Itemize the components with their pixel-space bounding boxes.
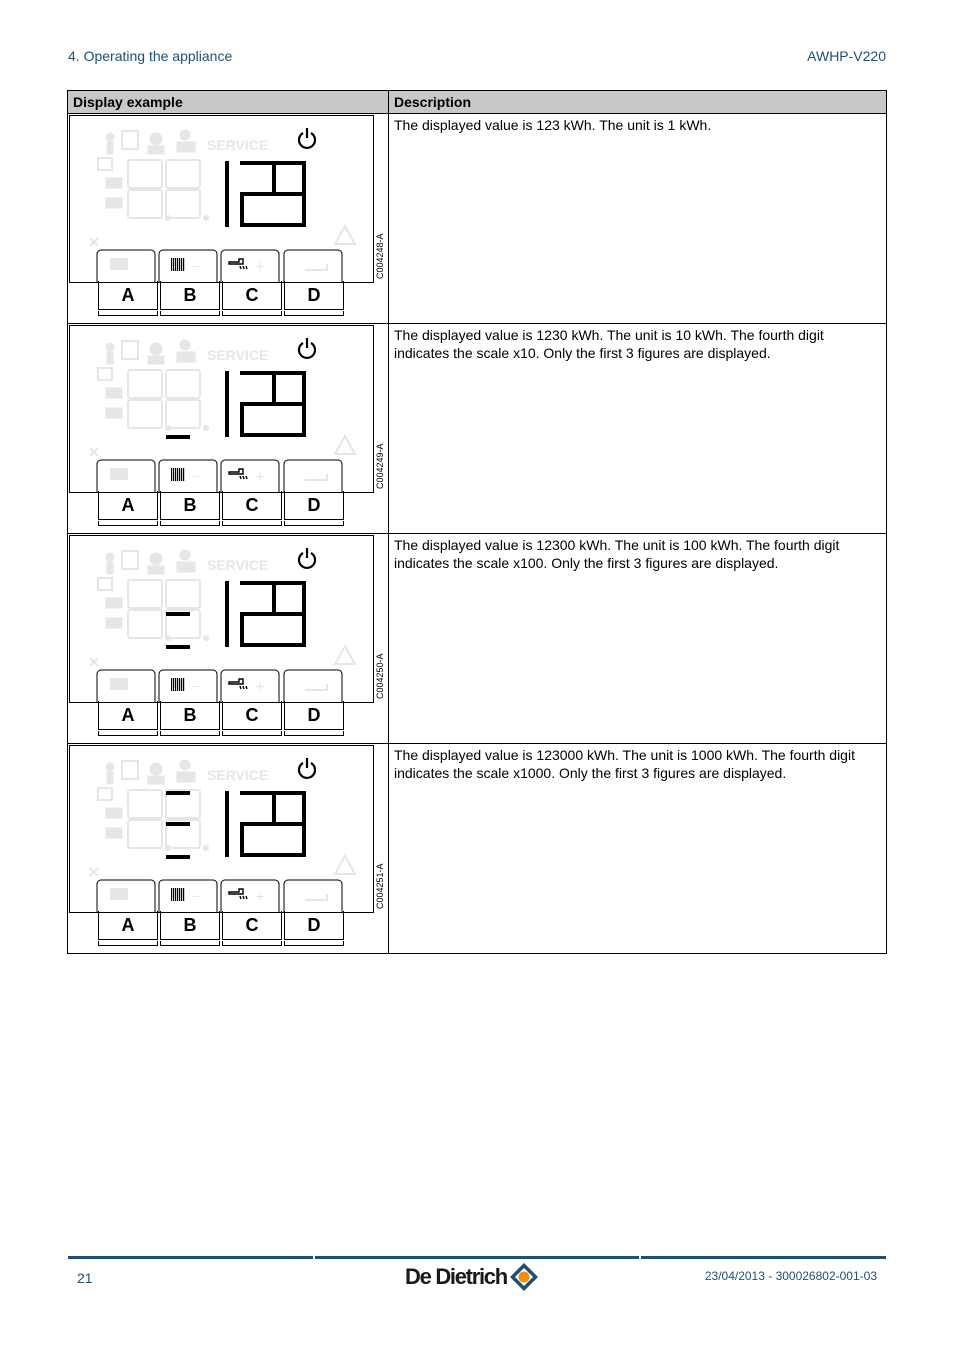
key-label-d xyxy=(284,701,344,737)
page-number: 21 xyxy=(77,1270,93,1286)
column-header-description: Description xyxy=(389,91,887,114)
svg-text:–: – xyxy=(193,677,201,693)
key-underline xyxy=(98,941,158,946)
key-label-c xyxy=(222,491,282,527)
digit-display xyxy=(225,581,306,647)
service-label: SERVICE xyxy=(207,767,269,783)
key-label-b xyxy=(160,911,220,947)
display-example-cell xyxy=(68,534,389,744)
key-underline xyxy=(222,731,282,736)
key-letter: D xyxy=(284,701,344,730)
table-row xyxy=(68,744,887,954)
figure-code: C004250-A xyxy=(375,653,385,699)
key-letter: D xyxy=(284,281,344,310)
service-label: SERVICE xyxy=(207,137,269,153)
digit-display xyxy=(225,791,306,857)
key-label-c xyxy=(222,701,282,737)
control-panel-illustration xyxy=(69,115,374,283)
key-label-a xyxy=(98,281,158,317)
enter-icon xyxy=(305,894,327,900)
key-underline xyxy=(160,311,220,316)
description-cell: The displayed value is 123000 kWh. The unit is 1000 kWh. The fourth digit indicates the scale x1000. Only the first 3 figures are displayed. xyxy=(389,744,887,954)
service-label: SERVICE xyxy=(207,347,269,363)
svg-text:+: + xyxy=(255,469,265,486)
digit-display xyxy=(225,371,306,437)
display-example-cell xyxy=(68,744,389,954)
scale-bar xyxy=(166,791,190,795)
logo-diamond-icon xyxy=(509,1262,539,1292)
svg-text:–: – xyxy=(193,257,201,273)
key-labels xyxy=(98,911,348,947)
key-letter: D xyxy=(284,911,344,940)
service-label: SERVICE xyxy=(207,557,269,573)
key-label-a xyxy=(98,491,158,527)
power-icon xyxy=(299,548,315,568)
footer-rule xyxy=(68,1256,313,1259)
key-labels xyxy=(98,281,348,317)
svg-text:–: – xyxy=(193,467,201,483)
table-row xyxy=(68,324,887,534)
key-underline xyxy=(284,521,344,526)
scale-bar xyxy=(166,612,190,616)
control-panel-illustration xyxy=(69,535,374,703)
scale-bar xyxy=(166,645,190,649)
key-underline xyxy=(160,731,220,736)
key-labels xyxy=(98,491,348,527)
column-header-display: Display example xyxy=(68,91,389,114)
control-panel-illustration xyxy=(69,325,374,493)
svg-text:+: + xyxy=(255,679,265,696)
key-underline xyxy=(284,731,344,736)
tap-icon xyxy=(229,889,247,899)
key-underline xyxy=(284,311,344,316)
key-underline xyxy=(98,731,158,736)
key-underline xyxy=(222,941,282,946)
key-underline xyxy=(222,521,282,526)
display-example-cell xyxy=(68,324,389,534)
key-underline xyxy=(222,311,282,316)
key-label-b xyxy=(160,281,220,317)
figure-code: C004251-A xyxy=(375,863,385,909)
key-letter: D xyxy=(284,491,344,520)
key-letter: C xyxy=(222,701,282,730)
key-labels xyxy=(98,701,348,737)
description-cell: The displayed value is 12300 kWh. The unit is 100 kWh. The fourth digit indicates the scale x100. Only the first 3 figures are displayed. xyxy=(389,534,887,744)
model-name: AWHP-V220 xyxy=(807,48,886,64)
tap-icon xyxy=(229,259,247,269)
key-letter: C xyxy=(222,281,282,310)
key-label-c xyxy=(222,281,282,317)
table-row xyxy=(68,534,887,744)
key-underline xyxy=(160,521,220,526)
key-letter: C xyxy=(222,491,282,520)
key-letter: B xyxy=(160,911,220,940)
power-icon xyxy=(299,128,315,148)
scale-bar xyxy=(166,435,190,439)
tap-icon xyxy=(229,679,247,689)
scale-bar xyxy=(166,822,190,826)
power-icon xyxy=(299,758,315,778)
key-label-b xyxy=(160,491,220,527)
key-label-b xyxy=(160,701,220,737)
key-letter: A xyxy=(98,701,158,730)
display-example-cell xyxy=(68,114,389,324)
key-underline xyxy=(98,311,158,316)
key-underline xyxy=(160,941,220,946)
svg-text:+: + xyxy=(255,259,265,276)
key-letter: A xyxy=(98,491,158,520)
key-letter: C xyxy=(222,911,282,940)
key-underline xyxy=(284,941,344,946)
footer-rule xyxy=(315,1256,639,1259)
description-cell: The displayed value is 1230 kWh. The unit is 10 kWh. The fourth digit indicates the scale x10. Only the first 3 figures are displayed. xyxy=(389,324,887,534)
key-letter: B xyxy=(160,281,220,310)
key-label-a xyxy=(98,911,158,947)
scale-bar xyxy=(166,855,190,859)
key-underline xyxy=(98,521,158,526)
key-label-c xyxy=(222,911,282,947)
description-cell: The displayed value is 123 kWh. The unit is 1 kWh. xyxy=(389,114,887,324)
key-label-a xyxy=(98,701,158,737)
enter-icon xyxy=(305,474,327,480)
enter-icon xyxy=(305,684,327,690)
svg-text:–: – xyxy=(193,887,201,903)
key-letter: B xyxy=(160,701,220,730)
key-label-d xyxy=(284,281,344,317)
power-icon xyxy=(299,338,315,358)
table-row xyxy=(68,114,887,324)
figure-code: C004249-A xyxy=(375,443,385,489)
radiator-icon xyxy=(171,258,184,271)
document-reference: 23/04/2013 - 300026802-001-03 xyxy=(704,1269,877,1283)
brand-name: De Dietrich xyxy=(405,1264,507,1289)
key-letter: B xyxy=(160,491,220,520)
radiator-icon xyxy=(171,468,184,481)
key-label-d xyxy=(284,491,344,527)
figure-code: C004248-A xyxy=(375,233,385,279)
key-label-d xyxy=(284,911,344,947)
tap-icon xyxy=(229,469,247,479)
radiator-icon xyxy=(171,888,184,901)
svg-text:+: + xyxy=(255,889,265,906)
radiator-icon xyxy=(171,678,184,691)
control-panel-illustration xyxy=(69,745,374,913)
key-letter: A xyxy=(98,911,158,940)
display-examples-table xyxy=(67,90,887,954)
section-title: 4. Operating the appliance xyxy=(68,48,233,64)
digit-display xyxy=(225,161,306,227)
enter-icon xyxy=(305,264,327,270)
key-letter: A xyxy=(98,281,158,310)
brand-logo xyxy=(405,1260,539,1294)
footer-rule xyxy=(641,1256,886,1259)
